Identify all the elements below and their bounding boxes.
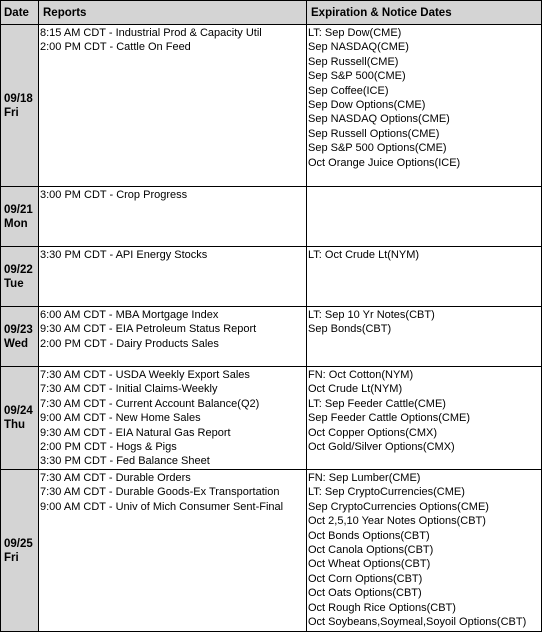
report-item: 9:00 AM CDT - Univ of Mich Consumer Sent-Final (40, 500, 284, 513)
report-item: 9:30 AM CDT - EIA Petroleum Status Report (40, 323, 257, 336)
date-cell (1, 367, 39, 470)
report-item: 8:15 AM CDT - Industrial Prod & Capacity Util (40, 27, 262, 39)
report-item: 6:00 AM CDT - MBA Mortgage Index (40, 309, 219, 321)
date-cell (1, 25, 39, 187)
day-label: Fri (4, 106, 19, 119)
table-row (1, 25, 542, 187)
expiration-item: Oct Wheat Options(CBT) (308, 558, 431, 571)
report-item: 9:00 AM CDT - New Home Sales (40, 412, 201, 425)
date-cell (1, 307, 39, 367)
day-label: Tue (4, 277, 24, 290)
expiration-item: Oct Gold/Silver Options(CMX) (308, 441, 455, 454)
expiration-item: LT: Sep CryptoCurrencies(CME) (308, 486, 465, 499)
expiration-item: Sep S&P 500 Options(CME) (308, 142, 447, 155)
expirations-cell (307, 187, 542, 247)
expiration-item: LT: Sep 10 Yr Notes(CBT) (308, 309, 435, 321)
header-reports: Reports (39, 1, 307, 25)
expiration-item: Oct Copper Options(CMX) (308, 426, 437, 439)
report-item: 3:00 PM CDT - Crop Progress (40, 189, 188, 201)
expiration-item: Oct Rough Rice Options(CBT) (308, 601, 456, 614)
reports-cell (39, 367, 307, 470)
report-item: 2:00 PM CDT - Hogs & Pigs (40, 441, 177, 454)
expirations-cell (307, 367, 542, 470)
reports-cell (39, 470, 307, 632)
day-label: Fri (4, 551, 19, 564)
day-label: Mon (4, 217, 28, 230)
table-row (1, 247, 542, 307)
expiration-item: Oct Orange Juice Options(ICE) (308, 156, 461, 169)
expiration-item: Oct Canola Options(CBT) (308, 544, 434, 557)
expiration-item: LT: Oct Crude Lt(NYM) (308, 249, 420, 261)
reports-cell (39, 187, 307, 247)
date-label: 09/25 (4, 537, 33, 550)
expiration-item: Sep Feeder Cattle Options(CME) (308, 412, 471, 425)
report-item: 2:00 PM CDT - Dairy Products Sales (40, 337, 219, 350)
date-cell (1, 247, 39, 307)
report-item: 7:30 AM CDT - Initial Claims-Weekly (40, 383, 218, 396)
expiration-item: Sep Russell Options(CME) (308, 127, 440, 140)
table-row (1, 187, 542, 247)
report-item: 9:30 AM CDT - EIA Natural Gas Report (40, 426, 231, 439)
report-item: 2:00 PM CDT - Cattle On Feed (40, 41, 191, 54)
date-label: 09/23 (4, 323, 33, 336)
expiration-item: Sep Russell(CME) (308, 55, 399, 68)
expiration-item: Oct Corn Options(CBT) (308, 572, 423, 585)
date-label: 09/21 (4, 203, 33, 216)
table-row (1, 367, 542, 470)
expiration-item: Oct Crude Lt(NYM) (308, 383, 403, 396)
expiration-item: Sep CryptoCurrencies Options(CME) (308, 500, 489, 513)
expiration-item: LT: Sep Dow(CME) (308, 27, 402, 39)
expiration-item: Oct Bonds Options(CBT) (308, 529, 430, 542)
expiration-item: FN: Oct Cotton(NYM) (308, 369, 414, 381)
report-item: 7:30 AM CDT - USDA Weekly Export Sales (40, 369, 250, 381)
report-item: 7:30 AM CDT - Current Account Balance(Q2) (40, 397, 260, 410)
expirations-cell (307, 307, 542, 367)
reports-cell (39, 247, 307, 307)
expirations-cell (307, 470, 542, 632)
report-item: 7:30 AM CDT - Durable Orders (40, 472, 191, 484)
date-cell (1, 187, 39, 247)
expiration-item: Oct Oats Options(CBT) (308, 587, 422, 600)
date-label: 09/22 (4, 263, 33, 276)
expiration-item: Oct Soybeans,Soymeal,Soyoil Options(CBT) (308, 616, 527, 629)
reports-cell (39, 25, 307, 187)
expirations-cell (307, 25, 542, 187)
expiration-item: Sep NASDAQ Options(CME) (308, 113, 450, 126)
expiration-item: Oct 2,5,10 Year Notes Options(CBT) (308, 515, 486, 528)
report-item: 3:30 PM CDT - Fed Balance Sheet (40, 455, 210, 468)
expirations-cell (307, 247, 542, 307)
date-label: 09/18 (4, 92, 33, 105)
header-date: Date (1, 1, 39, 25)
expiration-item: Sep Bonds(CBT) (308, 323, 392, 336)
expiration-item: Sep S&P 500(CME) (308, 70, 406, 83)
report-item: 3:30 PM CDT - API Energy Stocks (40, 249, 208, 261)
table-row (1, 470, 542, 632)
header-row (1, 1, 542, 25)
report-item: 7:30 AM CDT - Durable Goods-Ex Transportation (40, 486, 280, 499)
expiration-item: FN: Sep Lumber(CME) (308, 472, 421, 484)
day-label: Wed (4, 337, 29, 350)
table-row (1, 307, 542, 367)
date-cell (1, 470, 39, 632)
day-label: Thu (4, 419, 26, 431)
date-label: 09/24 (4, 405, 33, 417)
expiration-item: Sep Coffee(ICE) (308, 84, 389, 97)
header-expiration: Expiration & Notice Dates (307, 1, 542, 25)
expiration-item: Sep Dow Options(CME) (308, 99, 426, 112)
reports-cell (39, 307, 307, 367)
expiration-item: LT: Sep Feeder Cattle(CME) (308, 397, 446, 410)
expiration-item: Sep NASDAQ(CME) (308, 41, 409, 54)
